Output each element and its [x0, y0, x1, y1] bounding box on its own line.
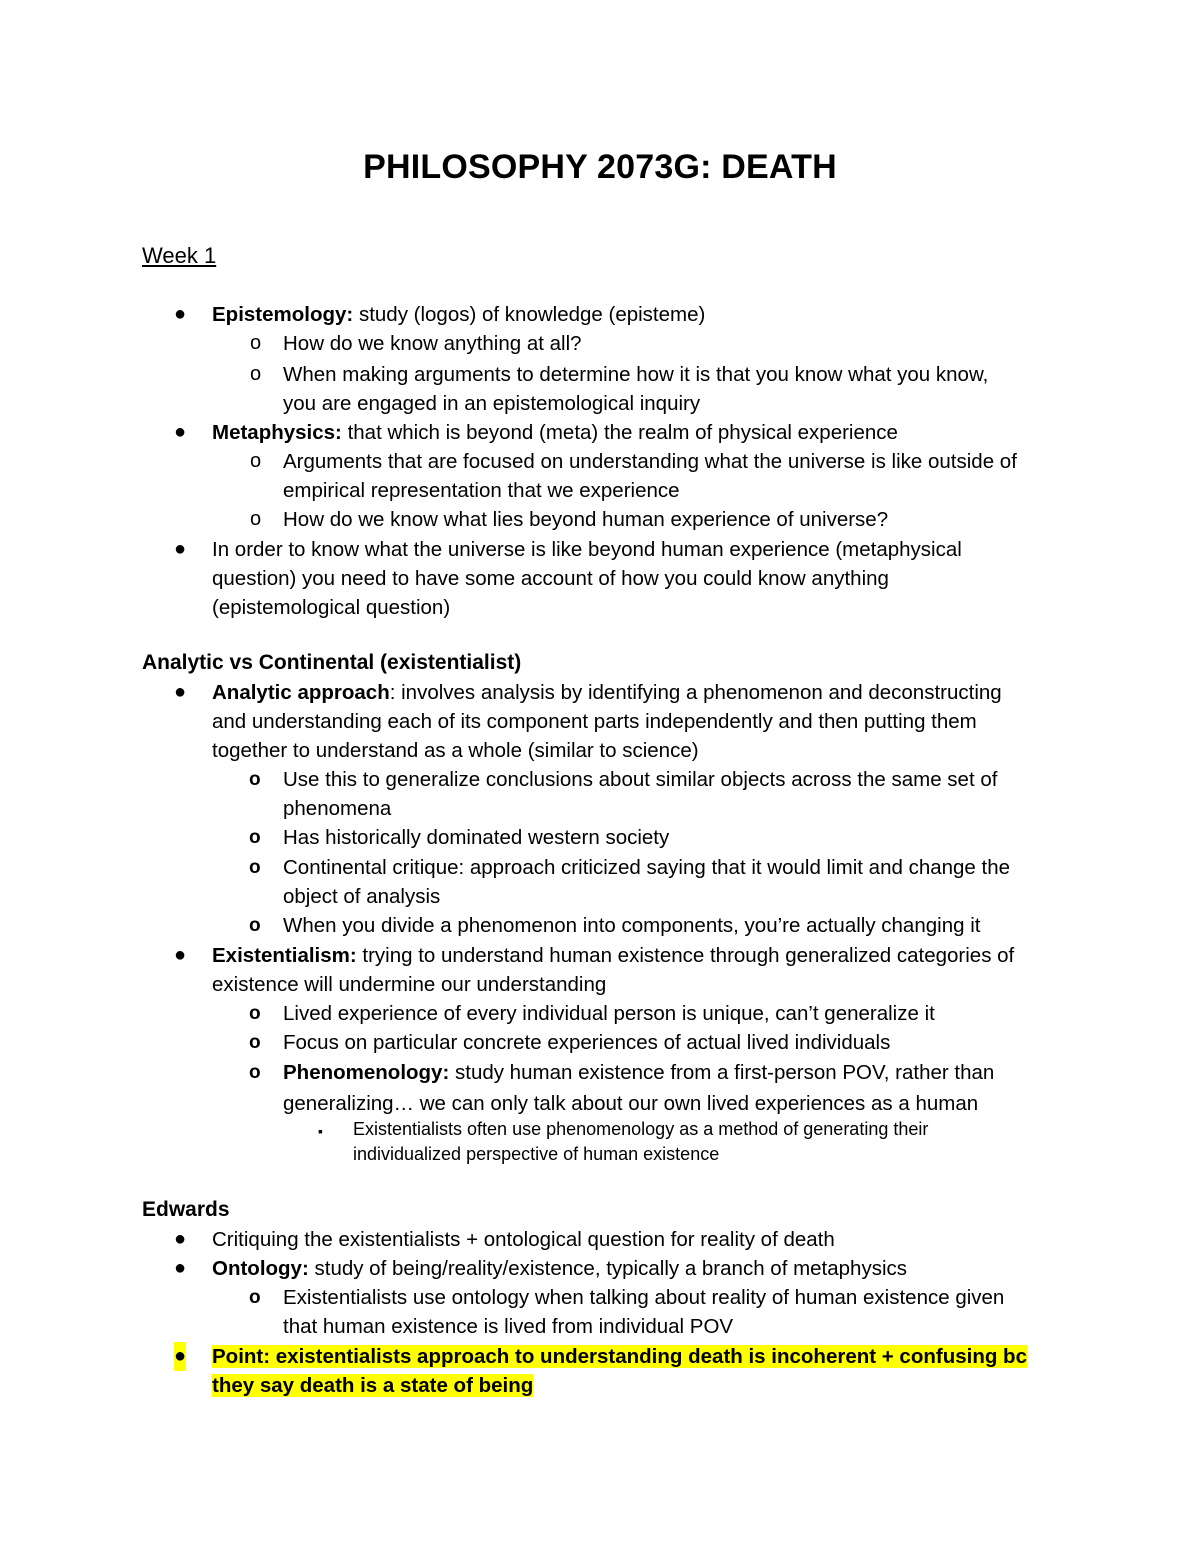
circle-bullet-icon: o [250, 450, 262, 472]
circle-bullet-icon: o [249, 857, 261, 878]
list-item-continuation: existence will undermine our understanding [212, 973, 607, 996]
list-item-continuation: and understanding each of its component parts independently and then putting them [212, 710, 977, 733]
bullet-icon: ● [174, 1342, 186, 1371]
circle-bullet-icon: o [250, 332, 262, 354]
list-item: How do we know anything at all? [283, 332, 582, 355]
list-item: Lived experience of every individual person is unique, can’t generalize it [283, 1002, 935, 1025]
bullet-icon: ● [174, 421, 187, 443]
list-item: Has historically dominated western society [283, 826, 670, 849]
square-bullet-icon: ▪ [318, 1123, 323, 1139]
circle-bullet-icon: o [249, 1062, 261, 1083]
circle-bullet-icon: o [250, 508, 262, 530]
list-item: How do we know what lies beyond human experience of universe? [283, 508, 889, 531]
list-item-continuation: question) you need to have some account of how you could know anything [212, 567, 889, 590]
section-heading: Edwards [142, 1198, 230, 1221]
list-item: Existentialists often use phenomenology as a method of generating their [353, 1119, 929, 1139]
circle-bullet-icon: o [250, 363, 262, 385]
list-item: In order to know what the universe is like beyond human experience (metaphysical [212, 538, 962, 561]
list-item: Focus on particular concrete experiences of actual lived individuals [283, 1031, 891, 1054]
circle-bullet-icon: o [249, 1003, 261, 1024]
bullet-icon: ● [174, 944, 187, 966]
list-item: Ontology: study of being/reality/existence, typically a branch of metaphysics [212, 1257, 908, 1280]
bullet-icon: ● [174, 1228, 187, 1250]
list-item-continuation: that human existence is lived from individual POV [283, 1315, 734, 1338]
circle-bullet-icon: o [249, 769, 261, 790]
circle-bullet-icon: o [249, 915, 261, 936]
highlighted-list-item: Point: existentialists approach to understanding death is incoherent + confusing bc [212, 1345, 1027, 1368]
list-item-continuation: phenomena [283, 797, 392, 820]
list-item: Phenomenology: study human existence from a first-person POV, rather than [283, 1061, 995, 1084]
list-item: Epistemology: study (logos) of knowledge (episteme) [212, 303, 706, 326]
bullet-icon: ● [174, 681, 187, 703]
week-heading: Week 1 [142, 243, 217, 268]
list-item: Use this to generalize conclusions about similar objects across the same set of [283, 768, 998, 791]
bullet-icon: ● [174, 303, 187, 325]
circle-bullet-icon: o [249, 827, 261, 848]
section-heading: Analytic vs Continental (existentialist) [142, 651, 522, 674]
list-item-continuation: object of analysis [283, 885, 441, 908]
list-item-continuation: empirical representation that we experience [283, 479, 680, 502]
bullet-icon: ● [174, 538, 187, 560]
list-item: Existentialists use ontology when talking about reality of human existence given [283, 1286, 1005, 1309]
list-item-continuation: generalizing… we can only talk about our own lived experiences as a human [283, 1092, 979, 1115]
circle-bullet-icon: o [249, 1287, 261, 1308]
list-item: Critiquing the existentialists + ontological question for reality of death [212, 1228, 835, 1251]
list-item-continuation: (epistemological question) [212, 596, 451, 619]
highlighted-list-item-continuation: they say death is a state of being [212, 1374, 534, 1397]
list-item: When you divide a phenomenon into components, you’re actually changing it [283, 914, 981, 937]
list-item: Arguments that are focused on understanding what the universe is like outside of [283, 450, 1017, 473]
list-item: Existentialism: trying to understand human existence through generalized categories of [212, 944, 1015, 967]
list-item: Analytic approach: involves analysis by identifying a phenomenon and deconstructing [212, 681, 1002, 704]
bullet-icon: ● [174, 1257, 187, 1279]
list-item: When making arguments to determine how it is that you know what you know, [283, 363, 989, 386]
page-title: PHILOSOPHY 2073G: DEATH [363, 148, 837, 186]
list-item-continuation: together to understand as a whole (similar to science) [212, 739, 699, 762]
list-item-continuation: you are engaged in an epistemological inquiry [283, 392, 701, 415]
circle-bullet-icon: o [249, 1032, 261, 1053]
list-item: Continental critique: approach criticized saying that it would limit and change the [283, 856, 1011, 879]
list-item-continuation: individualized perspective of human existence [353, 1144, 720, 1164]
list-item: Metaphysics: that which is beyond (meta) the realm of physical experience [212, 421, 898, 444]
